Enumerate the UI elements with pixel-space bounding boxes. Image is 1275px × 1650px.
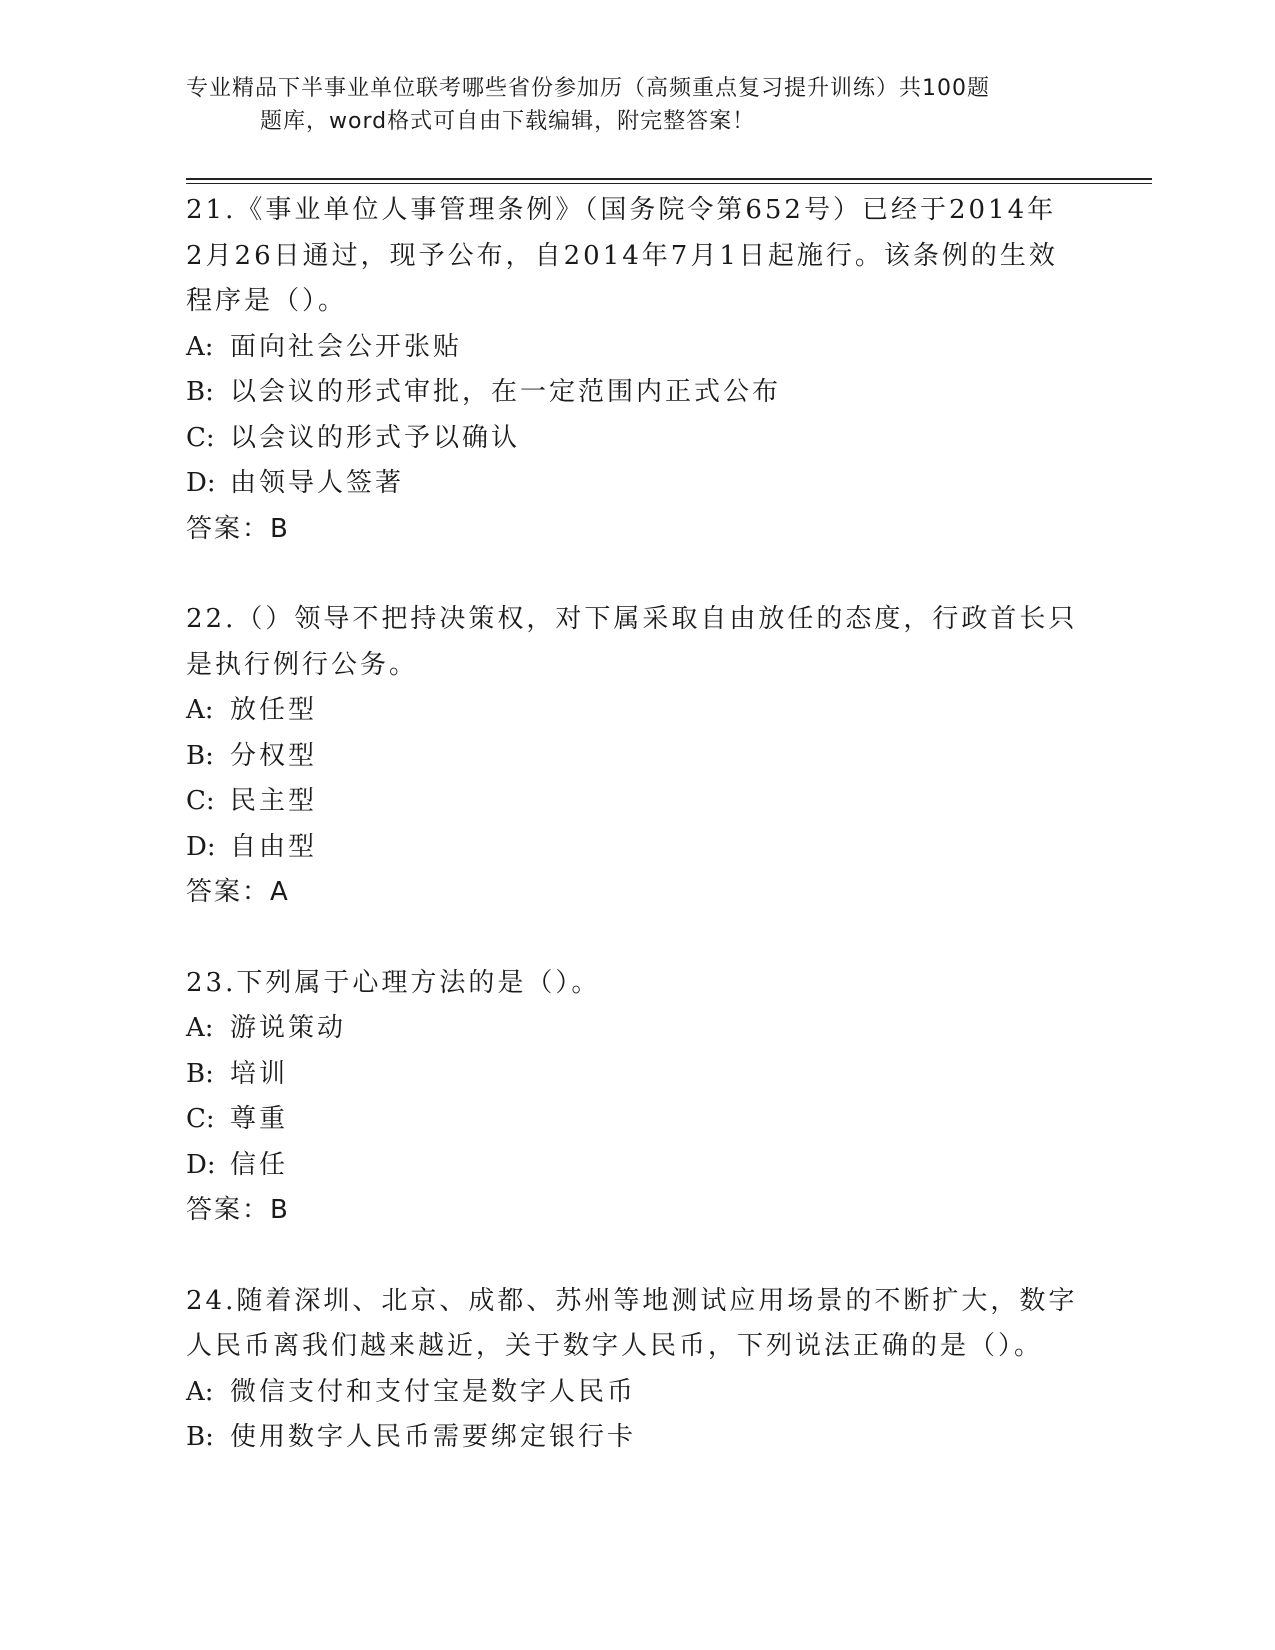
option-a: [186, 688, 1086, 734]
option-letter: C:: [186, 422, 215, 453]
option-letter: D:: [186, 831, 216, 862]
header-line-2: 题库，word格式可自由下载编辑，附完整答案！: [260, 109, 756, 134]
option-text: 培训: [230, 1058, 289, 1089]
option-text: 尊重: [230, 1104, 289, 1134]
answer-label: 答案：B: [186, 513, 290, 544]
question-text-line: 24.随着深圳、北京、成都、苏州等地测试应用场景的不断扩大，数字: [186, 1285, 1078, 1316]
option-text: 使用数字人民币需要绑定银行卡: [230, 1422, 637, 1452]
option-a: [186, 325, 1086, 371]
question-text-line: 程序是（）。: [186, 286, 348, 316]
option-a: [186, 1370, 1086, 1416]
option-text: 面向社会公开张贴: [230, 331, 463, 362]
option-text: 微信支付和支付宝是数字人民币: [230, 1376, 637, 1407]
option-letter: A:: [186, 1376, 214, 1407]
option-letter: B:: [186, 740, 214, 771]
option-d: [186, 1143, 1086, 1189]
question-text-line: 人民币离我们越来越近，关于数字人民币，下列说法正确的是（）。: [186, 1331, 1044, 1361]
option-c: [186, 779, 1086, 825]
question-text-line: 23.下列属于心理方法的是（）。: [186, 967, 601, 998]
option-text: 民主型: [230, 786, 318, 816]
question-text-line: 22.（）领导不把持决策权，对下属采取自由放任的态度，行政首长只: [186, 604, 1078, 634]
option-letter: C:: [186, 1104, 215, 1134]
option-a: [186, 1006, 1086, 1052]
option-d: [186, 461, 1086, 507]
option-b: [186, 370, 1086, 416]
option-letter: B:: [186, 1422, 214, 1452]
option-text: 放任型: [230, 695, 318, 725]
option-letter: C:: [186, 786, 215, 816]
option-letter: A:: [186, 695, 214, 725]
option-d: [186, 825, 1086, 871]
option-b: [186, 734, 1086, 780]
question-22: [186, 597, 1086, 916]
answer-label: 答案：B: [186, 1195, 290, 1225]
option-text: 分权型: [230, 740, 318, 771]
option-letter: D:: [186, 468, 216, 498]
header-line-1: 专业精品下半事业单位联考哪些省份参加历（高频重点复习提升训练）共100题: [186, 76, 990, 101]
option-text: 游说策动: [230, 1013, 347, 1043]
option-letter: D:: [186, 1149, 216, 1180]
option-letter: B:: [186, 377, 214, 407]
question-24: [186, 1279, 1086, 1461]
question-list: [186, 188, 1086, 1461]
option-b: [186, 1415, 1086, 1461]
question-text-line: 是执行例行公务。: [186, 649, 419, 680]
option-text: 自由型: [230, 831, 318, 862]
option-text: 以会议的形式审批，在一定范围内正式公布: [230, 377, 782, 407]
answer-label: 答案：A: [186, 877, 290, 907]
option-letter: B:: [186, 1058, 214, 1089]
header-divider-thin: [186, 183, 1152, 184]
document-header: [186, 72, 1066, 138]
option-b: [186, 1052, 1086, 1098]
option-text: 以会议的形式予以确认: [230, 422, 521, 453]
option-letter: A:: [186, 331, 214, 362]
option-c: [186, 1097, 1086, 1143]
question-23: [186, 961, 1086, 1234]
question-21: [186, 188, 1086, 552]
question-text-line: 21.《事业单位人事管理条例》（国务院令第652号）已经于2014年: [186, 195, 1057, 225]
header-divider-thick: [186, 178, 1152, 180]
option-c: [186, 416, 1086, 462]
option-text: 由领导人签著: [230, 468, 405, 498]
option-letter: A:: [186, 1013, 214, 1043]
option-text: 信任: [230, 1149, 289, 1180]
question-text-line: 2月26日通过，现予公布，自2014年7月1日起施行。该条例的生效: [186, 240, 1058, 271]
